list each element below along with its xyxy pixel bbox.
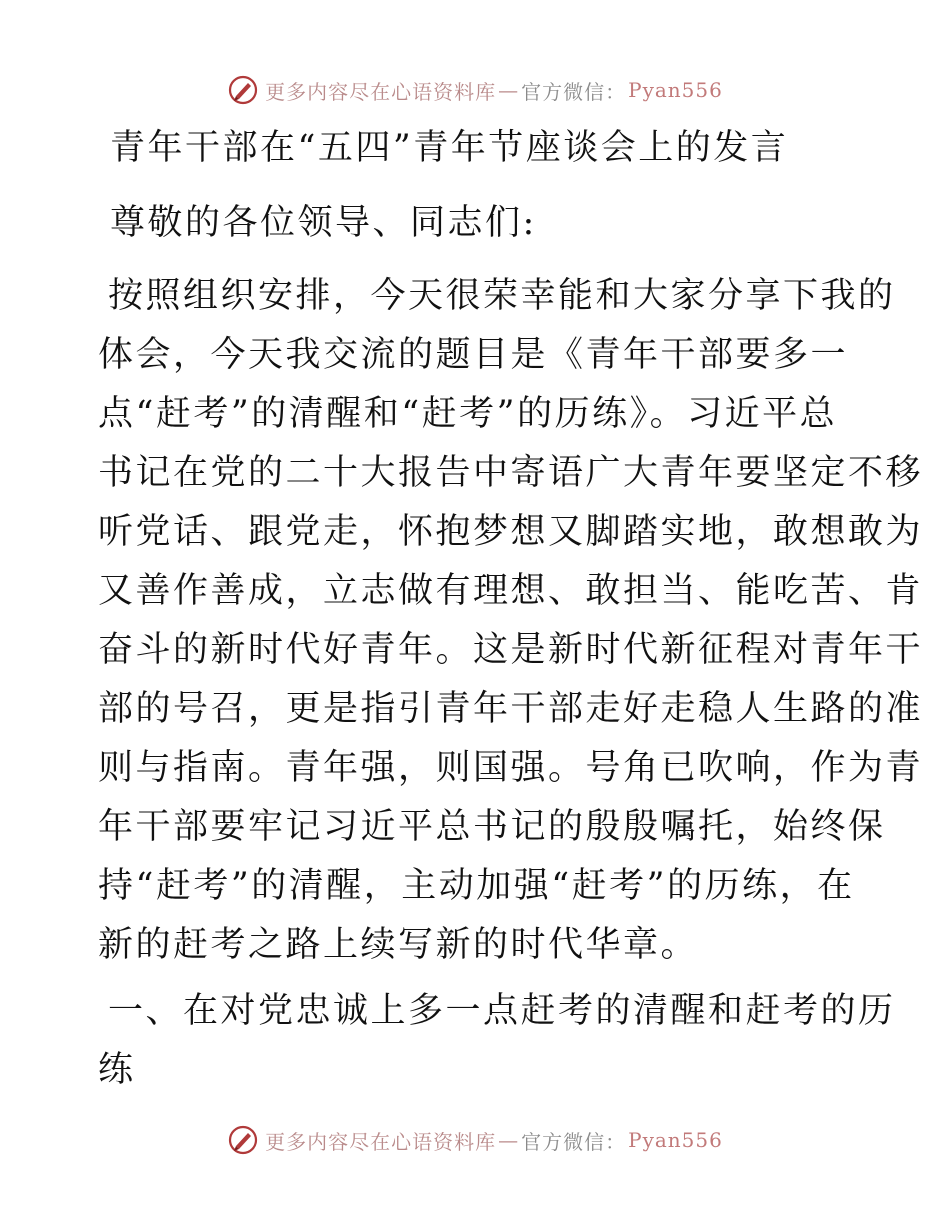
watermark-wechat-id: Pyan556 bbox=[628, 1128, 723, 1152]
paragraph-line: 听党话、跟党走，怀抱梦想又脚踏实地，敢想敢为 bbox=[98, 512, 924, 552]
section-heading-line: 一、在对党忠诚上多一点赶考的清醒和赶考的历 bbox=[108, 991, 896, 1031]
watermark-main-text: 更多内容尽在心语资料库 bbox=[265, 79, 497, 104]
paragraph-line: 按照组织安排，今天很荣幸能和大家分享下我的 bbox=[108, 276, 896, 316]
paragraph-line: 体会，今天我交流的题目是《青年干部要多一 bbox=[98, 335, 849, 375]
watermark-dash: — bbox=[498, 78, 520, 102]
pen-circle-logo-icon bbox=[227, 1124, 259, 1156]
document-title: 青年干部在“五四”青年节座谈会上的发言 bbox=[110, 128, 789, 168]
paragraph-line: 持“赶考”的清醒，主动加强“赶考”的历练，在 bbox=[98, 866, 855, 906]
paragraph-line: 年干部要牢记习近平总书记的殷殷嘱托，始终保 bbox=[98, 807, 886, 847]
footer-watermark bbox=[0, 1120, 950, 1160]
watermark-official-label: 官方微信： bbox=[521, 1129, 627, 1154]
paragraph-line: 奋斗的新时代好青年。这是新时代新征程对青年干 bbox=[98, 630, 924, 670]
paragraph-line: 新的赶考之路上续写新的时代华章。 bbox=[98, 925, 699, 965]
paragraph-line: 书记在党的二十大报告中寄语广大青年要坚定不移 bbox=[98, 453, 924, 493]
section-heading-line: 练 bbox=[98, 1050, 136, 1090]
paragraph-line: 点“赶考”的清醒和“赶考”的历练》。习近平总 bbox=[98, 394, 838, 434]
paragraph-line: 又善作善成，立志做有理想、敢担当、能吃苦、肯 bbox=[98, 571, 924, 611]
salutation: 尊敬的各位领导、同志们: bbox=[110, 203, 537, 243]
header-watermark bbox=[0, 70, 950, 110]
watermark-wechat-id: Pyan556 bbox=[628, 78, 723, 102]
watermark-official-label: 官方微信： bbox=[521, 79, 627, 104]
watermark-dash: — bbox=[498, 1128, 520, 1152]
pen-circle-logo-icon bbox=[227, 74, 259, 106]
paragraph-1 bbox=[98, 267, 924, 975]
section-1-heading bbox=[98, 982, 896, 1100]
paragraph-line: 部的号召，更是指引青年干部走好走稳人生路的准 bbox=[98, 689, 924, 729]
watermark-main-text: 更多内容尽在心语资料库 bbox=[265, 1129, 497, 1154]
paragraph-line: 则与指南。青年强，则国强。号角已吹响，作为青 bbox=[98, 748, 924, 788]
